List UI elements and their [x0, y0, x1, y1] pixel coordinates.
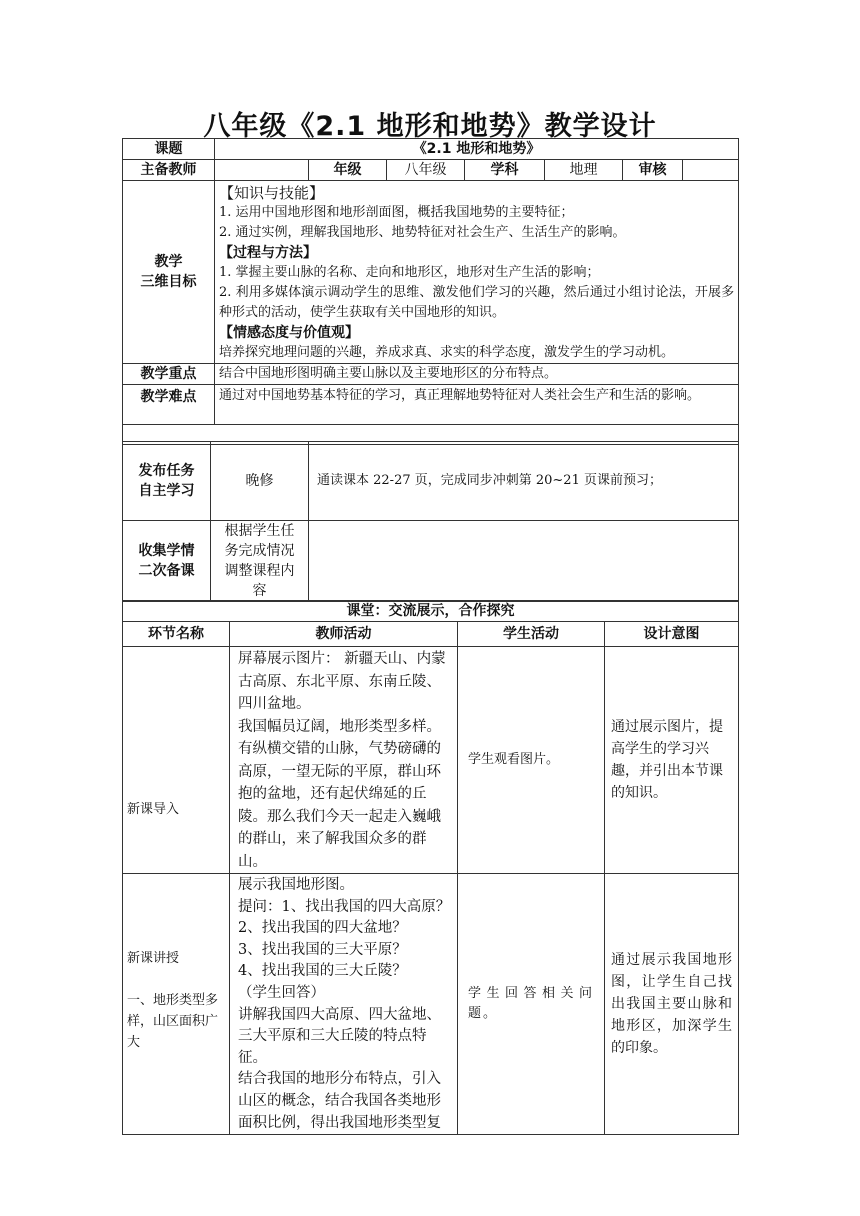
- intent-cell: 通过展示我国地形图，让学生自己找出我国主要山脉和地形区，加深学生的印象。: [605, 874, 739, 1135]
- difficulty-label: 教学难点: [123, 385, 215, 425]
- col-stage: 环节名称: [123, 622, 230, 647]
- key-point-value: 结合中国地形图明确主要山脉以及主要地形区的分布特点。: [215, 364, 739, 385]
- difficulty-value: 通过对中国地势基本特征的学习，真正理解地势特征对人类社会生产和生活的影响。: [215, 385, 739, 425]
- teacher-value: [215, 160, 309, 181]
- stage-cell: 新课导入: [123, 647, 230, 874]
- task-label-line1: 发布任务: [138, 463, 195, 479]
- teacher-activity-cell: 屏幕展示图片： 新疆天山、内蒙古高原、东北平原、东南丘陵、四川盆地。 我国幅员辽阔，地形类型多样。有纵横交错的山脉，气势磅礴的高原，一望无际的平原，群山环抱的盆地，还有起伏绵延的丘陵。那么我们今天一起走入巍峨的群山，来了解我国众多的群山。: [230, 647, 458, 874]
- student-activity-cell: 学生观看图片。: [458, 647, 605, 874]
- goals-content: [215, 181, 739, 364]
- table-row: [123, 647, 739, 874]
- review-label: 审核: [623, 160, 683, 181]
- teacher-activity-cell: 展示我国地形图。 提问：1、找出我国的四大高原？ 2、找出我国的四大盆地？ 3、找出我国的三大平原？ 4、找出我国的三大丘陵？ （学生回答） 讲解我国四大高原、四大盆地、三大平原和三大丘陵的特点特征。 结合我国的地形分布特点，引入山区的概念，结合我国各类地形面积比例，得出我国地形类型复: [230, 874, 458, 1135]
- col-student: 学生活动: [458, 622, 605, 647]
- review-value: [683, 160, 739, 181]
- process-item-1: 1. 掌握主要山脉的名称、走向和地形区，地形对生产生活的影响；: [219, 265, 600, 280]
- course-value: 《2.1 地形和地势》: [215, 139, 739, 160]
- grade-value: 八年级: [387, 160, 465, 181]
- key-point-label: 教学重点: [123, 364, 215, 385]
- goals-label-line1: 教学: [154, 254, 183, 270]
- lesson-info-table: [122, 138, 739, 445]
- course-label: 课题: [123, 139, 215, 160]
- classroom-table: [122, 600, 739, 1135]
- subject-label: 学科: [465, 160, 545, 181]
- process-title: 【过程与方法】: [219, 245, 317, 261]
- table-row: [123, 874, 739, 1135]
- knowledge-title: 【知识与技能】: [219, 184, 325, 202]
- knowledge-item-2: 2. 通过实例，理解我国地形、地势特征对社会生产、生活生产的影响。: [219, 225, 626, 240]
- process-item-2: 2. 利用多媒体演示调动学生的思维、激发他们学习的兴趣，然后通过小组讨论法，开展多种形式的活动，使学生获取有关中国地形的知识。: [219, 285, 735, 320]
- collect-label-line2: 二次备课: [138, 563, 195, 579]
- collect-label: [123, 521, 211, 602]
- intent-cell: 通过展示图片，提高学生的学习兴趣，并引出本节课的知识。: [605, 647, 739, 874]
- classroom-banner: 课堂：交流展示，合作探究: [123, 601, 739, 622]
- collect-label-line1: 收集学情: [138, 543, 195, 559]
- emotion-item-1: 培养探究地理问题的兴趣，养成求真、求实的科学态度，激发学生的学习动机。: [219, 345, 675, 360]
- col-teacher: 教师活动: [230, 622, 458, 647]
- collect-empty: [309, 521, 739, 602]
- goals-label: [123, 181, 215, 364]
- task-table: [122, 441, 739, 602]
- grade-label: 年级: [309, 160, 387, 181]
- teacher-label: 主备教师: [123, 160, 215, 181]
- task-time: 晚修: [211, 442, 309, 521]
- subject-value: 地理: [545, 160, 623, 181]
- task-value: 通读课本 22-27 页，完成同步冲刺第 20~21 页课前预习；: [309, 442, 739, 521]
- stage-cell: 新课讲授 一、地形类型多样，山区面积广大: [123, 874, 230, 1135]
- task-label: [123, 442, 211, 521]
- col-intent: 设计意图: [605, 622, 739, 647]
- emotion-title: 【情感态度与价值观】: [219, 325, 359, 341]
- goals-label-line2: 三维目标: [140, 274, 197, 290]
- student-activity-cell: 学生回答相关问题。: [458, 874, 605, 1135]
- page-title: 八年级《2.1 地形和地势》教学设计: [203, 111, 657, 142]
- knowledge-item-1: 1. 运用中国地形图和地形剖面图，概括我国地势的主要特征；: [219, 205, 574, 220]
- collect-value: 根据学生任务完成情况调整课程内容: [211, 521, 309, 602]
- task-label-line2: 自主学习: [138, 483, 195, 499]
